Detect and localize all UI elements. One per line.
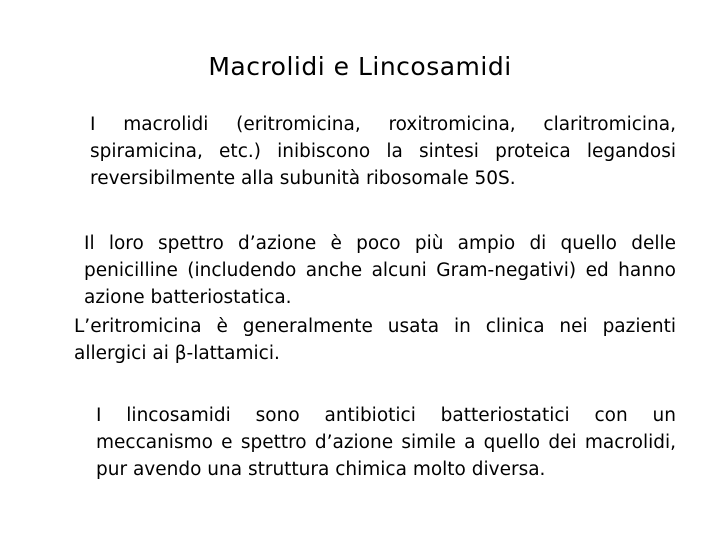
term-macrolidi: macrolidi — [123, 114, 209, 135]
paragraph-lead: I — [90, 114, 124, 135]
paragraph-spettro — [66, 230, 676, 311]
slide-title: Macrolidi e Lincosamidi — [208, 52, 512, 81]
paragraph-lincosamidi — [66, 402, 676, 483]
paragraph-macrolidi — [66, 111, 676, 192]
paragraph-text: L’eritromicina è generalmente usata in clinica nei pazienti allergici ai β-lattamici. — [74, 316, 676, 364]
paragraph-text: Il loro spettro d’azione è poco più ampio di quello delle penicilline (includendo anche alcuni Gram-negativi) ed hanno azione batteriostatica. — [84, 233, 676, 308]
term-lincosamidi: lincosamidi — [126, 405, 231, 426]
paragraph-lead: I — [96, 405, 127, 426]
paragraph-eritromicina — [66, 313, 676, 367]
paragraph-text: (eritromicina, roxitromicina, claritromicina, spiramicina, etc.) inibiscono la sintesi proteica legandosi reversibilmente alla subunità ribosomale 50S. — [90, 114, 676, 189]
paragraph-text: sono antibiotici batteriostatici con un meccanismo e spettro d’azione simile a quello dei macrolidi, pur avendo una struttura chimica molto diversa. — [96, 405, 676, 480]
